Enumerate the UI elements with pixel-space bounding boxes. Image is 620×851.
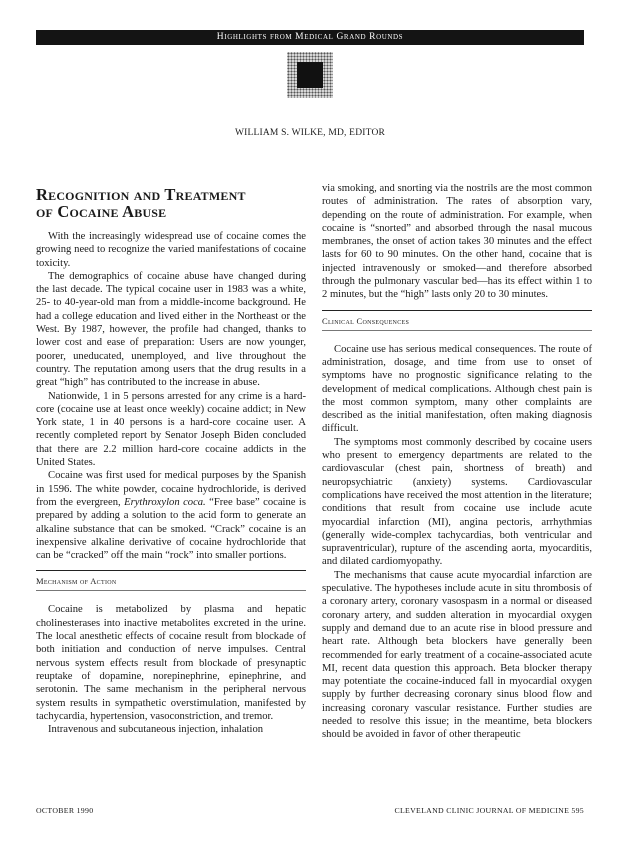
paragraph-intro-3: Nationwide, 1 in 5 persons arrested for any crime is a hard-core (cocaine use at least once weekly) cocaine addict; in New York state, 1 in 40 persons is a hard-core cocaine user. A recently completed report by Senator Joseph Biden concluded that there are 2.2 million hard-core cocaine addicts in the United States. — [36, 390, 306, 469]
paragraph-routes-continued: via smoking, and snorting via the nostrils are the most common routes of administration. The rates of absorption vary, depending on the route of administration. For example, when cocaine is “snorted” and absorbed through the nasal mucous membranes, the onset of action takes 30 minutes and the effect lasts for 60 to 90 minutes. On the other hand, cocaine that is injected intravenously or smoked—and therefore absorbed through the pulmonary vascular bed—has its effect within 1 to 2 minutes, but the “high” lasts only 20 to 30 minutes. — [322, 183, 592, 301]
editor-byline: WILLIAM S. WILKE, MD, EDITOR — [234, 128, 386, 138]
paragraph-intro-1: With the increasingly widespread use of cocaine comes the growing need to recognize the varied manifestations of cocaine toxicity. — [36, 231, 306, 269]
species-name: Erythroxylon coca. — [124, 496, 206, 508]
series-banner: Highlights from Medical Grand Rounds — [36, 30, 584, 45]
paragraph-intro-4-part-2: “Free base” cocaine is prepared by adding a solution to the acid form to generate an alkaline substance that can be smoked. “Crack” cocaine is an inexpensive alkaline derivative of cocaine hydrochloride that can be “cracked” off the main “rock” into smaller portions. — [36, 496, 306, 562]
paragraph-clinical-2: The symptoms most commonly described by cocaine users who present to emergency departments are related to the cardiovascular (chest pain, shortness of breath) and neuropsychiatric (anxiety) systems. Cardiovascular complications have received the most attention in the literature; conditions that result from cocaine use include acute myocardial infarction (MI), angina pectoris, arrhythmias (generally wide-complex tachycardias, both ventricular and supraventricular), rupture of the ascending aorta, myocarditis, and dilated cardiomyopathy. — [322, 436, 592, 568]
footer-date: OCTOBER 1990 — [36, 806, 94, 815]
article-title-line-1: Recognition and Treatment — [36, 185, 246, 204]
paragraph-mechanism-2: Intravenous and subcutaneous injection, inhalation — [48, 724, 264, 736]
paragraph-mechanism-1: Cocaine is metabolized by plasma and hepatic cholinesterases into inactive metabolites excreted in the urine. The local anesthetic effects of cocaine result from blockade of both initiation and conduction of nerve impulses. Central nervous system effects result from blockade of presynaptic reuptake of dopamine, norepinephrine, epinephrine, and serotonin. The same mechanism in the peripheral nervous system results in sympathetic overstimulation, manifested by tachycardia, hypertension, vasoconstriction, and tremor. — [36, 604, 306, 722]
article-title-line-2: of Cocaine Abuse — [36, 202, 167, 221]
paragraph-intro-4 — [36, 469, 306, 562]
footer-journal-page: CLEVELAND CLINIC JOURNAL OF MEDICINE 595 — [394, 806, 584, 815]
section-heading-mechanism: Mechanism of Action — [36, 570, 306, 591]
paragraph-intro-2: The demographics of cocaine abuse have changed during the last decade. The typical cocaine user in 1983 was a white, 25- to 40-year-old man from a middle-income background. He had a college education and lived either in the Northeast or the West. By 1987, however, the profile had changed, thanks to lower cost and ease of preparation: Users are now younger, poorer, uneducated, unemployed, and live throughout the country. The reputation among users that the drug results in a great “high” has contributed to the increase in abuse. — [36, 270, 306, 389]
left-column — [36, 186, 306, 736]
section-heading-clinical: Clinical Consequences — [322, 310, 592, 331]
logo-black-square — [297, 62, 323, 88]
right-column — [322, 182, 592, 742]
paragraph-clinical-1: Cocaine use has serious medical consequences. The route of administration, dosage, and time from use to onset of symptoms have no prognostic significance relating to the development of medical complications. Although chest pain is the most common symptom, many other complaints are described as the initial manifestation, often making diagnosis difficult. — [322, 343, 592, 435]
article-title — [36, 186, 306, 220]
paragraph-intro-4-part-1: Cocaine was first used for medical purposes by the Spanish in 1596. The white powder, cocaine hydrochloride, is derived from the evergreen, — [36, 470, 306, 508]
journal-logo — [287, 52, 333, 98]
paragraph-clinical-3: The mechanisms that cause acute myocardial infarction are speculative. The hypotheses include acute in situ thrombosis of a coronary artery, coronary vasospasm in a normal or diseased coronary artery, and sudden alteration in myocardial oxygen supply and demand due to an acute rise in blood pressure and heart rate. Although beta blockers have generally been recommended for early treatment of a cocaine-associated acute MI, recent data question this approach. Beta blocker therapy may potentiate the cocaine-induced fall in myocardial oxygen supply by further decreasing coronary sinus blood flow and increasing coronary vascular resistance. Further studies are needed to resolve this issue; in the meantime, beta blockers should be avoided in favor of other therapeutic — [322, 569, 592, 741]
